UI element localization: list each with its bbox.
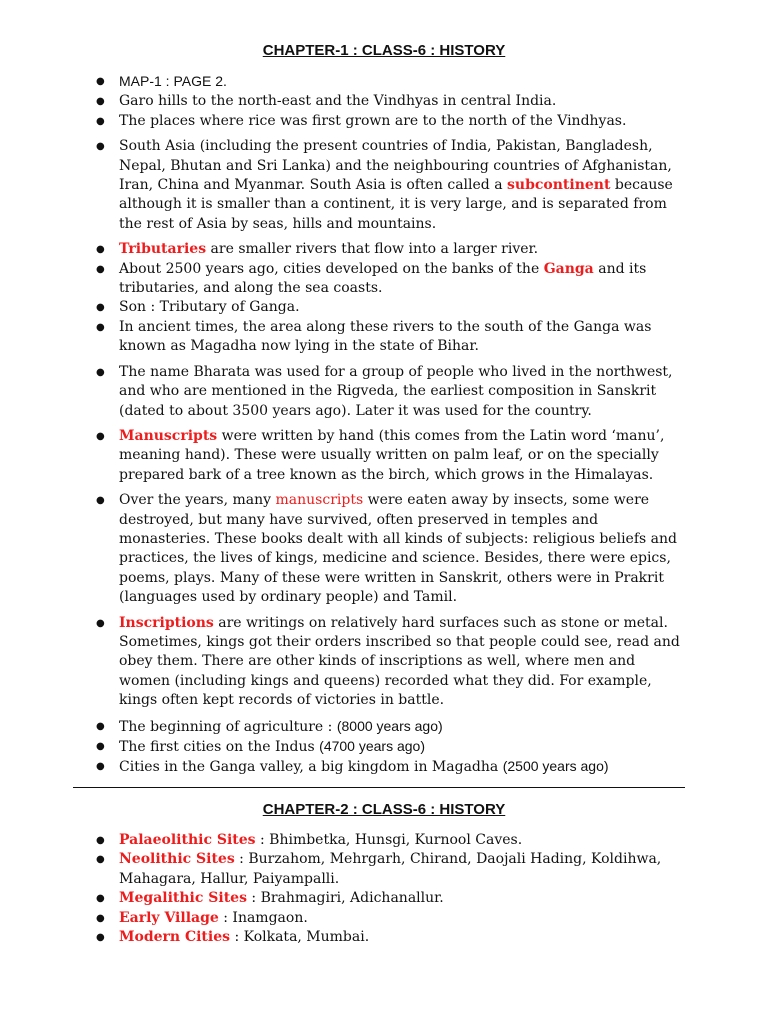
list-item: ● Tributaries are smaller rivers that flow into a larger river. <box>96 240 680 259</box>
chapter-2-heading: CHAPTER-2 : CLASS-6 : HISTORY <box>262 801 506 818</box>
list-item: ● South Asia (including the present countries of India, Pakistan, Bangladesh, Nepal, Bhutan and Sri Lanka) and the neighbouring countries of Afghanistan, Iran, China and Myanmar. South Asia is often called a subcontinent because although it is smaller than a continent, it is very large, and is separated from the rest of Asia by seas, hills and mountains. <box>96 137 680 234</box>
list-item: ● Cities in the Ganga valley, a big kingdom in Magadha (2500 years ago) <box>96 757 680 777</box>
list-item: ● Megalithic Sites : Brahmagiri, Adichanallur. <box>96 889 680 908</box>
highlighted-term: Tributaries <box>119 241 207 258</box>
highlighted-term: Manuscripts <box>119 427 218 444</box>
list-item: ● The beginning of agriculture : (8000 years ago) <box>96 717 680 737</box>
chapter-1-list <box>96 72 680 778</box>
list-item: ● Garo hills to the north-east and the Vindhyas in central India. <box>96 92 680 111</box>
list-item: ● Early Village : Inamgaon. <box>96 909 680 928</box>
list-item: ● Over the years, many manuscripts were eaten away by insects, some were destroyed, but many have survived, often preserved in temples and monasteries. These books dealt with all kinds of subjects: religious beliefs and practices, the lives of kings, medicine and science. Besides, there were epics, poems, plays. Many of these were written in Sanskrit, others were in Prakrit (languages used by ordinary people) and Tamil. <box>96 491 680 607</box>
list-item: ● Palaeolithic Sites : Bhimbetka, Hunsgi, Kurnool Caves. <box>96 831 680 850</box>
list-item: ● Manuscripts were written by hand (this comes from the Latin word ‘manu’, meaning hand). These were usually written on palm leaf, or on the specially prepared bark of a tree known as the birch, which grows in the Himalayas. <box>96 427 680 485</box>
chapter-2-list <box>96 831 680 947</box>
chapter-1-heading: CHAPTER-1 : CLASS-6 : HISTORY <box>262 42 506 59</box>
list-item: ● Modern Cities : Kolkata, Mumbai. <box>96 928 680 947</box>
section-divider <box>73 787 685 788</box>
highlighted-term: manuscripts <box>275 492 364 509</box>
highlighted-term: Modern Cities <box>119 929 230 946</box>
highlighted-term: Megalithic Sites <box>119 890 247 907</box>
highlighted-term: subcontinent <box>507 177 611 194</box>
highlighted-term: Neolithic Sites <box>119 851 235 868</box>
list-item: ● The places where rice was first grown are to the north of the Vindhyas. <box>96 112 680 131</box>
list-item: ● Inscriptions are writings on relatively hard surfaces such as stone or metal. Sometimes, kings got their orders inscribed so that people could see, read and obey them. There are other kinds of inscriptions as well, where men and women (including kings and queens) recorded what they did. For example, kings often kept records of victories in battle. <box>96 614 680 711</box>
list-item: ● The name Bharata was used for a group of people who lived in the northwest, and who are mentioned in the Rigveda, the earliest composition in Sanskrit (dated to about 3500 years ago). Later it was used for the country. <box>96 363 680 421</box>
list-item: ● In ancient times, the area along these rivers to the south of the Ganga was known as Magadha now lying in the state of Bihar. <box>96 318 680 357</box>
highlighted-term: Palaeolithic Sites <box>119 832 256 848</box>
highlighted-term: Ganga <box>543 260 594 277</box>
list-item: ● MAP-1 : PAGE 2. <box>96 72 680 92</box>
list-item: ● Son : Tributary of Ganga. <box>96 298 680 317</box>
highlighted-term: Early Village <box>119 909 219 926</box>
list-item: ● About 2500 years ago, cities developed on the banks of the Ganga and its tributaries, and along the sea coasts. <box>96 260 680 299</box>
list-item: ● Neolithic Sites : Burzahom, Mehrgarh, Chirand, Daojali Hading, Koldihwa, Mahagara, Hallur, Paiyampalli. <box>96 850 680 889</box>
list-item: ● The first cities on the Indus (4700 years ago) <box>96 737 680 757</box>
highlighted-term: Inscriptions <box>119 614 214 631</box>
